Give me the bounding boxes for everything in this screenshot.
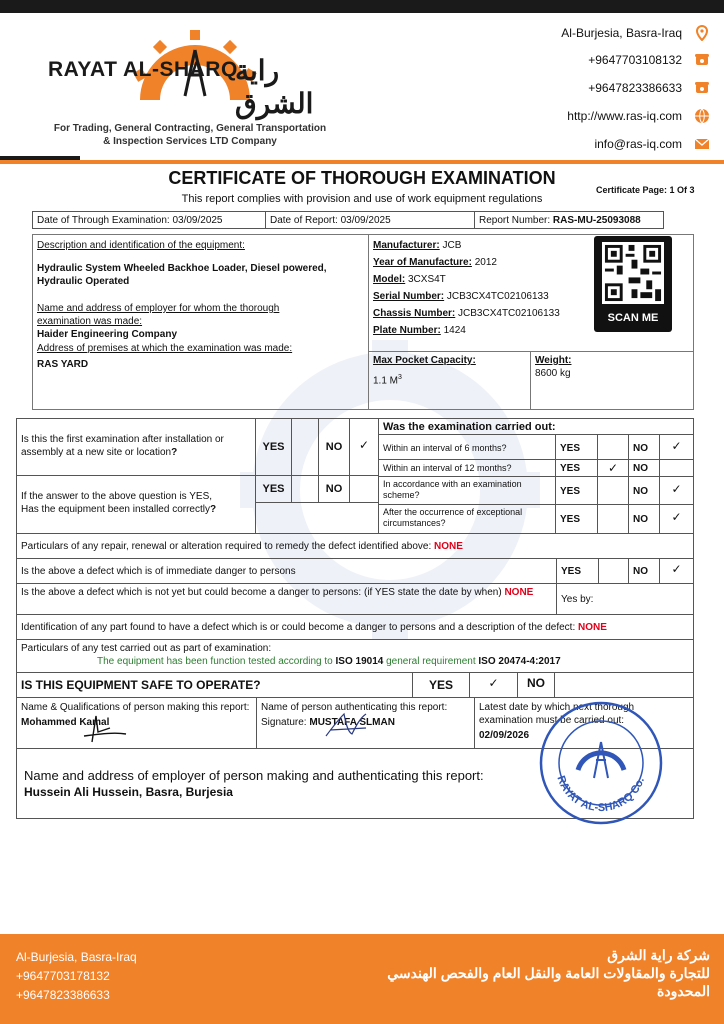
auth-label: Name of person authenticating this report: [261,702,448,713]
interval-12-no-check[interactable] [659,459,694,477]
weight-label: Weight: [535,355,572,366]
future-danger-row [16,583,557,615]
model-row: Model: 3CXS4T [373,274,446,285]
repair-row [16,533,694,559]
stamp-text: RAYAT AL-SHARQ Co. [554,774,647,815]
installed-no: NO [318,475,350,503]
qr-code-icon [602,242,664,304]
safe-no: NO [517,672,555,698]
safe-to-operate-label: IS THIS EQUIPMENT SAFE TO OPERATE? [16,672,413,698]
footer-ar-line-3: المحدودة [657,983,710,999]
installed-question: If the answer to the above question is YES, Has the equipment been installed correctly? [16,475,256,534]
scheme-no: NO [628,476,660,505]
scheme-yes-check[interactable] [597,476,629,505]
premises-label: Address of premises at which the examination was made: [37,343,293,354]
interval-6-label: Within an interval of 6 months? [378,434,556,460]
page-footer [0,934,724,1024]
immediate-yes: YES [556,558,599,584]
yes-by-field[interactable]: Yes by: [556,583,694,615]
installed-yes-check[interactable] [291,475,319,503]
capacity-value-row [373,371,526,387]
interval-12-label: Within an interval of 12 months? [378,459,556,477]
repair-value: NONE [434,541,463,552]
company-subtitle [40,122,340,148]
first-exam-yes-check[interactable] [291,418,319,476]
immediate-yes-check[interactable] [598,558,629,584]
certificate-page: Certificate Page: 1 Of 3 [596,185,695,195]
safe-yes-check[interactable]: ✓ [469,672,518,698]
maker-label: Name & Qualifications of person making this report: [21,702,250,713]
contact-phone-2: +9647823386633 [470,81,710,95]
tests-label: Particulars of any test carried out as part of examination: [21,643,272,654]
footer-ar-line-1: شركة راية الشرق [607,947,710,963]
header-divider [0,160,724,164]
exceptional-label: After the occurrence of exceptional circumstances? [378,504,556,534]
exceptional-yes-check[interactable] [597,504,629,534]
safe-no-check[interactable] [554,672,694,698]
capacity-value: 1.1 M [373,375,399,387]
scheme-yes: YES [555,476,598,505]
identification-row [16,614,694,640]
first-exam-yes: YES [255,418,292,476]
exceptional-yes: YES [555,504,598,534]
document-subtitle: This report complies with provision and use of work equipment regulations [181,193,543,205]
employer-value: Haider Engineering Company [37,329,178,340]
interval-12-no: NO [628,459,660,477]
interval-12-yes: YES [555,459,598,477]
weight-value: 8600 kg [535,368,571,379]
employer-maker-label: Name and address of employer of person making and authenticating this report: [24,768,484,783]
carried-out-label: Was the examination carried out: [378,418,694,435]
installed-yes: YES [255,475,292,503]
footer-phone-2: +9647823386633 [16,988,110,1002]
footer-address: Al-Burjesia, Basra-Iraq [16,950,137,964]
weight-box [530,351,694,410]
exceptional-no-check[interactable]: ✓ [659,504,694,534]
company-name-en: RAYAT AL-SHARQ [48,58,238,81]
scheme-no-check[interactable]: ✓ [659,476,694,505]
contact-email[interactable]: info@ras-iq.com [470,137,710,151]
contact-address: Al-Burjesia, Basra-Iraq [470,26,710,40]
report-number-label: Report Number: [479,215,551,226]
tests-detail: The equipment has been function tested according to ISO 19014 general requirement ISO 20474-4:2017 [97,656,561,667]
installed-empty [255,502,379,534]
first-exam-question: Is this the first examination after installation or assembly at a new site or location? [16,418,256,476]
capacity-label: Max Pocket Capacity: [373,355,476,366]
safe-yes: YES [412,672,470,698]
capacity-unit-superscript: 3 [398,374,402,381]
manufacturer-row: Manufacturer: JCB [373,240,462,251]
description-label: Description and identification of the equipment: [37,240,245,251]
identification-label: Identification of any part found to have a defect which is or could become a danger to persons and a description of the defect: [21,622,576,633]
interval-6-no-check[interactable]: ✓ [659,434,694,460]
future-danger-value: NONE [504,587,534,598]
immediate-danger-label: Is the above a defect which is of immediate danger to persons [16,558,557,584]
report-maker-box [16,697,257,749]
identification-value: NONE [578,622,607,633]
tests-row [16,639,694,673]
interval-12-yes-check[interactable]: ✓ [597,459,629,477]
contact-phone-1: +9647703108132 [470,53,710,67]
qr-code[interactable] [594,236,672,332]
auth-signature-row: Signature: MUSTAFA SLMAN [261,717,395,728]
capacity-box [368,351,531,410]
employer-maker-value: Hussein Ali Hussein, Basra, Burjesia [24,785,233,799]
equipment-description-box [32,234,369,410]
description-value: Hydraulic System Wheeled Backhoe Loader, Diesel powered, Hydraulic Operated [37,263,327,287]
footer-ar-line-2: للتجارة والمقاولات العامة والنقل العام والفحص الهندسي [387,965,710,981]
serial-row: Serial Number: JCB3CX4TC02106133 [373,291,549,302]
location-icon [694,25,710,41]
company-stamp-icon [538,700,664,826]
first-exam-no-check[interactable]: ✓ [349,418,379,476]
contact-website[interactable]: http://www.ras-iq.com [470,109,710,123]
report-date: Date of Report: 03/09/2025 [265,211,475,229]
plate-row: Plate Number: 1424 [373,325,466,336]
footer-phone-1: +9647703178132 [16,969,110,983]
premises-value: RAS YARD [37,359,89,370]
svg-text:RAYAT AL-SHARQ Co. [554,774,647,814]
exam-date: Date of Through Examination: 03/09/2025 [32,211,266,229]
scheme-label: In accordance with an examination scheme? [378,476,556,505]
exceptional-no: NO [628,504,660,534]
installed-no-check[interactable] [349,475,379,503]
company-name-ar: راية الشرق [235,55,314,119]
mail-icon [694,136,710,152]
future-danger-label: Is the above a defect which is not yet but could become a danger to persons: (if YES state the date by when) [21,587,502,598]
phone-icon [694,52,710,68]
immediate-no: NO [628,558,660,584]
immediate-no-check[interactable]: ✓ [659,558,694,584]
interval-6-no: NO [628,434,660,460]
maker-signature-icon [70,712,130,746]
footer-company-ar [387,946,710,1000]
globe-icon [694,108,710,124]
company-subtitle-line-2: & Inspection Services LTD Company [103,136,277,147]
scan-me-label: SCAN ME [607,312,659,324]
employer-label: Name and address of employer for whom the thorough examination was made: [37,303,280,327]
maker-name: Mohammed Kamal [21,717,110,728]
interval-6-yes-check[interactable] [597,434,629,460]
next-exam-label: Latest date by which next thorough examination must be carried out: [479,702,635,726]
report-number [474,211,664,229]
top-bar [0,0,724,13]
auth-signature-icon [322,708,372,742]
company-subtitle-line-1: For Trading, General Contracting, General Transportation [53,123,327,134]
interval-6-yes: YES [555,434,598,460]
first-exam-no: NO [318,418,350,476]
year-row: Year of Manufacture: 2012 [373,257,497,268]
phone-icon [694,80,710,96]
next-exam-date: 02/09/2026 [479,730,530,741]
document-title: CERTIFICATE OF THOROUGH EXAMINATION [168,168,556,188]
repair-label: Particulars of any repair, renewal or alteration required to remedy the defect identified above: [21,541,432,552]
footer-contact [16,948,137,1005]
report-number-value: RAS-MU-25093088 [552,215,641,226]
company-logo [40,28,350,153]
chassis-row: Chassis Number: JCB3CX4TC02106133 [373,308,560,319]
